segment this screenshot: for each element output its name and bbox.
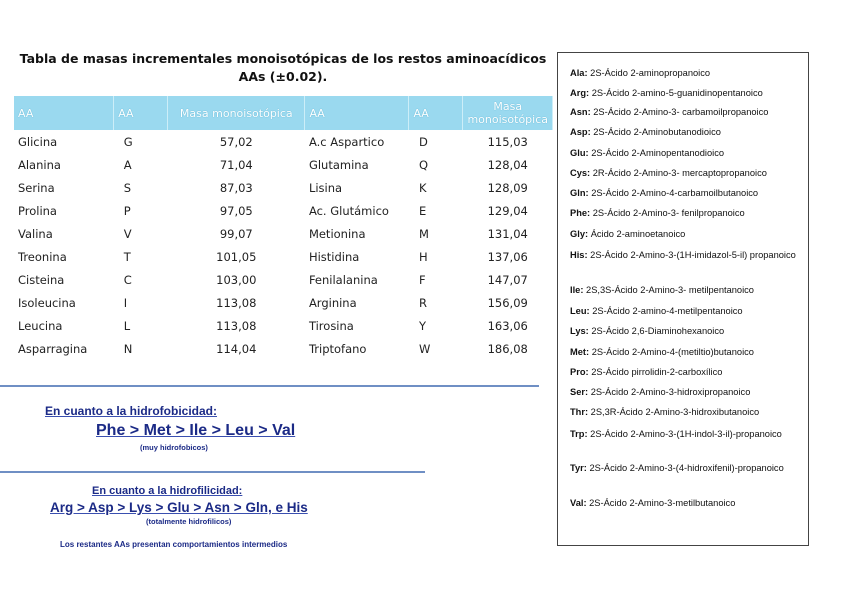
aa-code-cell: L <box>123 319 131 334</box>
definition-abbr: Ile: <box>570 285 584 295</box>
definition-item <box>570 497 802 510</box>
aa-code-cell-2: R <box>418 296 427 311</box>
aa-code-cell-2: K <box>418 180 427 195</box>
definition-name: 2S,3R-Ácido 2-Amino-3-hidroxibutanoico <box>590 407 760 417</box>
definition-abbr: His: <box>570 250 588 260</box>
aa-name-cell: Isoleucina <box>18 296 76 311</box>
aa-code-cell: A <box>123 157 132 172</box>
definition-name: 2S-Ácido 2-Amino-3-(4-hidroxifenil)-propanoico <box>589 463 784 473</box>
definition-abbr: Gln: <box>570 188 589 198</box>
table-row <box>14 153 553 176</box>
aa-code-cell: C <box>123 273 132 288</box>
definition-name: 2S-Ácido 2-aminopropanoico <box>590 68 711 78</box>
aa-code-cell: P <box>123 203 131 218</box>
definition-item <box>570 249 802 262</box>
definition-name: 2S-Ácido 2-Amino-4-carbamoilbutanoico <box>591 188 759 198</box>
hydrophilicity-note: (totalmente hidrofilicos) <box>146 517 232 526</box>
col-header-aa-name: AA <box>14 96 114 130</box>
mass-cell-2: 129,04 <box>487 203 528 218</box>
aa-name-cell-2: Arginina <box>308 296 357 311</box>
mass-table <box>14 96 553 361</box>
aa-name-cell-2: Ac. Glutámico <box>308 203 389 218</box>
definition-name: 2S-Ácido 2-amino-4-metilpentanoico <box>592 306 743 316</box>
definition-name: 2S-Ácido 2-Aminopentanodioico <box>591 148 725 158</box>
mass-cell-2: 163,06 <box>487 319 528 334</box>
definition-name: 2S-Ácido 2-Amino-3-(1H-indol-3-il)-propanoico <box>590 429 782 439</box>
mass-cell: 103,00 <box>216 273 257 288</box>
table-row <box>14 245 553 268</box>
table-title: Tabla de masas incrementales monoisotópicas de los restos aminoacídicos AAs (±0.02). <box>19 51 547 84</box>
aa-code-cell-2: W <box>418 342 431 357</box>
table-header-row <box>14 96 553 130</box>
col-header-mass: Masa monoisotópica <box>168 96 305 130</box>
hydrophilicity-order: Arg > Asp > Lys > Glu > Asn > Gln, e His <box>50 500 308 515</box>
definition-name: 2R-Ácido 2-Amino-3- mercaptopropanoico <box>592 168 767 178</box>
definition-abbr: Glu: <box>570 148 589 158</box>
definition-name: 2S,3S-Ácido 2-Amino-3- metilpentanoico <box>586 285 754 295</box>
mass-cell: 114,04 <box>216 342 257 357</box>
divider-line-2 <box>0 471 425 473</box>
table-row <box>14 269 553 292</box>
aa-code-cell: S <box>123 180 132 195</box>
aa-code-cell: V <box>123 226 132 241</box>
mass-cell: 113,08 <box>216 319 257 334</box>
definition-abbr: Ala: <box>570 68 588 78</box>
mass-cell: 87,03 <box>219 180 253 195</box>
aa-code-cell: T <box>123 250 131 265</box>
aa-name-cell-2: Fenilalanina <box>308 273 378 288</box>
definition-name: 2S-Ácido 2-Amino-3- carbamoilpropanoico <box>593 107 769 117</box>
definition-abbr: Lys: <box>570 326 589 336</box>
col-header-aa-name-2: AA <box>305 96 409 130</box>
definition-abbr: Tyr: <box>570 463 587 473</box>
definition-abbr: Pro: <box>570 367 589 377</box>
definition-item <box>570 87 802 100</box>
definition-abbr: Val: <box>570 498 587 508</box>
definition-item <box>570 325 802 338</box>
definition-name: 2S-Ácido 2-amino-5-guanidinopentanoico <box>591 88 763 98</box>
aa-code-cell: G <box>123 134 133 149</box>
definition-name: 2S-Ácido 2-Amino-3-hidroxipropanoico <box>590 387 751 397</box>
definition-item <box>570 228 802 241</box>
nomenclature-box <box>557 52 809 546</box>
aa-code-cell-2: E <box>418 203 427 218</box>
definition-item <box>570 386 802 399</box>
mass-cell: 101,05 <box>216 250 257 265</box>
aa-name-cell: Leucina <box>18 319 63 334</box>
mass-cell: 113,08 <box>216 296 257 311</box>
aa-code-cell-2: M <box>418 226 429 241</box>
aa-name-cell: Treonina <box>18 250 67 265</box>
definition-name: 2S-Ácido 2-Amino-3-(1H-imidazol-5-il) propanoico <box>590 250 796 260</box>
aa-name-cell-2: Glutamina <box>308 157 369 172</box>
definition-abbr: Asn: <box>570 107 591 117</box>
mass-cell-2: 131,04 <box>487 226 528 241</box>
aa-name-cell-2: Metionina <box>308 226 366 241</box>
aa-code-cell-2: Q <box>418 157 429 172</box>
definition-item <box>570 305 802 318</box>
intermediate-note: Los restantes AAs presentan comportamientos intermedios <box>60 540 288 549</box>
aa-name-cell-2: Tirosina <box>308 319 354 334</box>
definition-item <box>570 67 802 80</box>
aa-name-cell: Prolina <box>18 203 57 218</box>
definition-item <box>570 207 802 220</box>
definition-item <box>570 284 802 297</box>
definition-name: 2S-Ácido 2-Aminobutanodioico <box>593 127 721 137</box>
definition-name: Ácido 2-aminoetanoico <box>590 229 686 239</box>
col-header-aa-code: AA <box>114 96 168 130</box>
aa-name-cell: Cisteina <box>18 273 65 288</box>
aa-code-cell: I <box>123 296 128 311</box>
definition-item <box>570 147 802 160</box>
col-header-mass-2: Masa monoisotópica <box>463 96 553 130</box>
aa-name-cell: Asparragina <box>18 342 88 357</box>
hydrophobicity-heading: En cuanto a la hidrofobicidad: <box>45 404 218 418</box>
aa-code-cell-2: H <box>418 250 428 265</box>
definition-abbr: Trp: <box>570 429 588 439</box>
definition-abbr: Thr: <box>570 407 589 417</box>
definition-item <box>570 106 802 119</box>
definition-name: 2S-Ácido pirrolidin-2-carboxílico <box>591 367 723 377</box>
aa-name-cell: Alanina <box>18 157 61 172</box>
mass-cell-2: 147,07 <box>487 273 528 288</box>
definition-abbr: Gly: <box>570 229 589 239</box>
aa-name-cell-2: A.c Aspartico <box>308 134 385 149</box>
definition-item <box>570 187 802 200</box>
col-header-aa-code-2: AA <box>409 96 463 130</box>
hydrophobicity-note: (muy hidrofobicos) <box>140 443 208 452</box>
definition-item <box>570 346 802 359</box>
definition-abbr: Phe: <box>570 208 591 218</box>
aa-code-cell-2: D <box>418 134 428 149</box>
definition-name: 2S-Ácido 2-Amino-4-(metiltio)butanoico <box>591 347 754 357</box>
table-row <box>14 315 553 338</box>
mass-cell: 71,04 <box>219 157 253 172</box>
definition-item <box>570 366 802 379</box>
mass-cell-2: 186,08 <box>487 342 528 357</box>
definition-abbr: Leu: <box>570 306 590 316</box>
aa-name-cell-2: Triptofano <box>308 342 367 357</box>
mass-cell-2: 156,09 <box>487 296 528 311</box>
table-row <box>14 199 553 222</box>
mass-cell-2: 128,04 <box>487 157 528 172</box>
definition-abbr: Ser: <box>570 387 589 397</box>
definition-item <box>570 428 802 441</box>
definition-name: 2S-Ácido 2,6-Diaminohexanoico <box>591 326 725 336</box>
mass-cell-2: 115,03 <box>487 134 528 149</box>
definition-item <box>570 167 802 180</box>
aa-code-cell: N <box>123 342 133 357</box>
table-row <box>14 222 553 245</box>
aa-code-cell-2: F <box>418 273 426 288</box>
mass-cell-2: 128,09 <box>487 180 528 195</box>
definition-name: 2S-Ácido 2-Amino-3- fenilpropanoico <box>592 208 745 218</box>
table-row <box>14 338 553 361</box>
aa-name-cell: Valina <box>18 226 53 241</box>
definition-name: 2S-Ácido 2-Amino-3-metilbutanoico <box>589 498 736 508</box>
mass-cell: 99,07 <box>219 226 253 241</box>
table-row <box>14 176 553 199</box>
definition-abbr: Arg: <box>570 88 590 98</box>
mass-cell-2: 137,06 <box>487 250 528 265</box>
definition-item <box>570 462 802 475</box>
definition-item <box>570 406 802 419</box>
mass-cell: 57,02 <box>219 134 253 149</box>
definition-abbr: Asp: <box>570 127 591 137</box>
hydrophilicity-heading: En cuanto a la hidrofilicidad: <box>92 485 243 497</box>
aa-name-cell-2: Lisina <box>308 180 343 195</box>
table-row <box>14 292 553 315</box>
definition-abbr: Cys: <box>570 168 591 178</box>
definition-abbr: Met: <box>570 347 590 357</box>
aa-name-cell: Glicina <box>18 134 58 149</box>
divider-line <box>0 385 539 387</box>
aa-code-cell-2: Y <box>418 319 426 334</box>
table-row <box>14 130 553 153</box>
mass-cell: 97,05 <box>219 203 253 218</box>
aa-name-cell-2: Histidina <box>308 250 360 265</box>
definition-item <box>570 126 802 139</box>
hydrophobicity-order: Phe > Met > Ile > Leu > Val <box>96 422 296 439</box>
aa-name-cell: Serina <box>18 180 55 195</box>
